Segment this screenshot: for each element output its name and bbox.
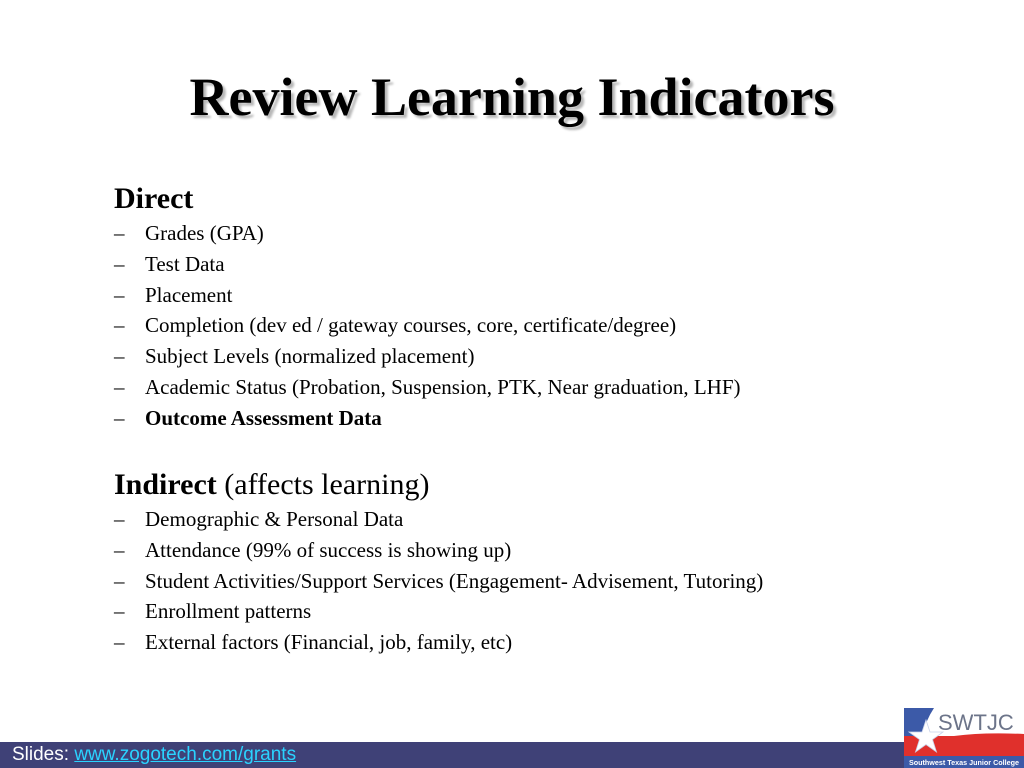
dash-bullet: – [114,344,125,369]
list-item-text: Attendance (99% of success is showing up) [145,537,512,562]
list-item-text: External factors (Financial, job, family, etc) [145,630,513,655]
footer-label: Slides: [12,744,75,765]
indirect-subheading: (affects learning) [216,468,430,501]
list-item-text: Placement [145,282,233,307]
dash-bullet: – [114,374,125,399]
dash-bullet: – [114,599,125,624]
list-item [114,310,914,341]
list-item [114,403,914,434]
list-item [114,341,914,372]
direct-heading-label: Direct [114,182,194,215]
indirect-section [114,466,914,658]
list-item [114,596,914,627]
list-item [114,627,914,658]
dash-bullet: – [114,405,125,430]
dash-bullet: – [114,507,125,531]
direct-list [114,218,914,434]
slide-title: Review Learning Indicators [189,67,835,127]
list-item-text: Completion (dev ed / gateway courses, core, certificate/degree) [145,313,677,338]
footer-bar [0,742,1024,768]
list-item-text: Demographic & Personal Data [145,507,404,531]
dash-bullet: – [114,313,125,338]
list-item-text: Test Data [145,251,225,276]
list-item-text: Enrollment patterns [145,599,312,624]
list-item-text: Subject Levels (normalized placement) [145,344,475,369]
list-item [114,249,914,280]
logo-wordmark: SWTJC [938,710,1014,735]
dash-bullet: – [114,282,125,307]
list-item [114,280,914,311]
dash-bullet: – [114,568,125,593]
list-item-text: Grades (GPA) [145,221,264,245]
dash-bullet: – [114,221,125,245]
dash-bullet: – [114,537,125,562]
indirect-list [114,504,914,658]
direct-section [114,180,914,434]
texas-star-logo-icon [904,706,1024,768]
swtjc-logo [904,706,1024,768]
logo-caption: Southwest Texas Junior College [908,758,1020,767]
list-item [114,504,914,535]
dash-bullet: – [114,251,125,276]
list-item [114,566,914,597]
direct-heading [114,180,914,218]
list-item [114,372,914,403]
list-item-text: Outcome Assessment Data [145,405,382,430]
indirect-heading-label: Indirect [114,468,217,501]
slides-link[interactable]: www.zogotech.com/grants [74,744,297,765]
footer-text [12,742,296,768]
list-item-text: Student Activities/Support Services (Engagement- Advisement, Tutoring) [145,568,764,593]
indirect-heading [114,466,914,504]
dash-bullet: – [114,630,125,655]
list-item [114,535,914,566]
list-item-text: Academic Status (Probation, Suspension, PTK, Near graduation, LHF) [145,374,741,399]
list-item [114,218,914,249]
